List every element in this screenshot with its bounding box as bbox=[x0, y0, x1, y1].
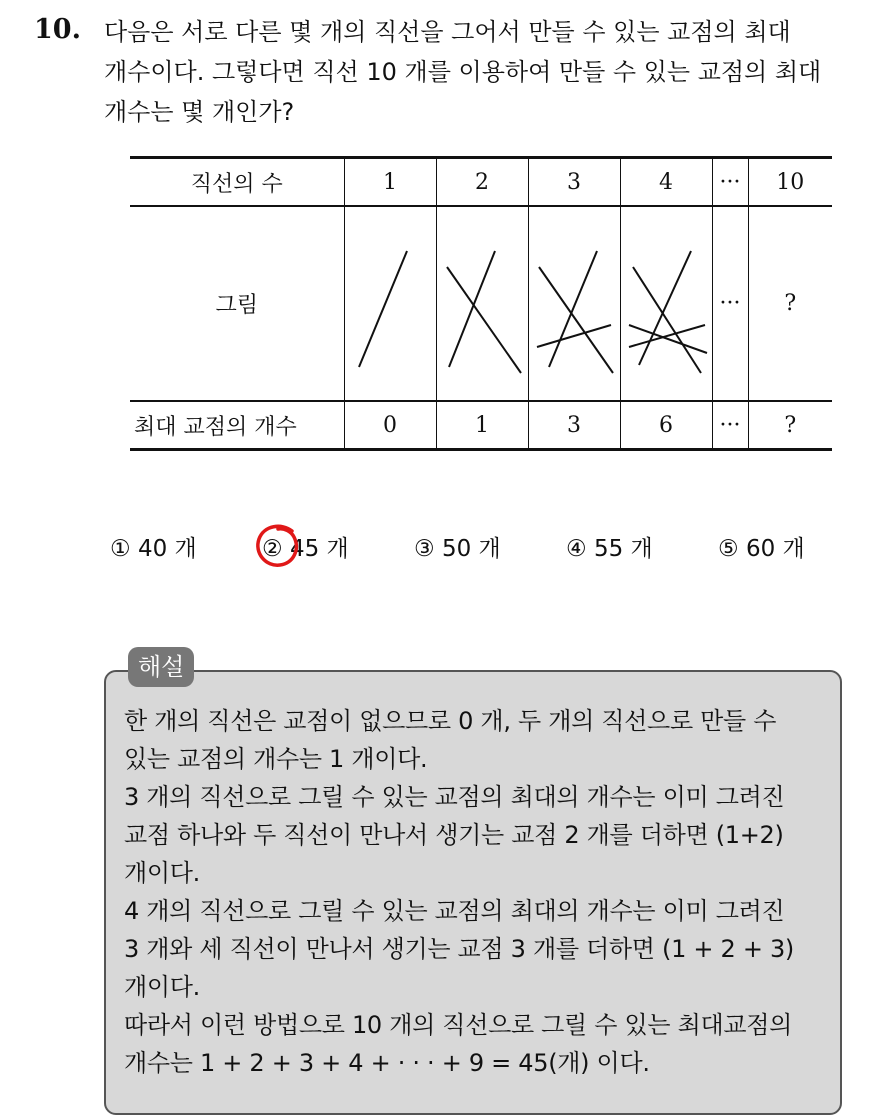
explanation-line: 3 개의 직선으로 그릴 수 있는 교점의 최대의 개수는 이미 그려진 bbox=[124, 783, 785, 811]
table-cell: 3 bbox=[528, 401, 620, 450]
question-line: 개수는 몇 개인가? bbox=[104, 98, 295, 126]
choice-marker: ① bbox=[110, 536, 131, 562]
header-max-intersections: 최대 교점의 개수 bbox=[130, 401, 344, 450]
figure-3-lines bbox=[528, 206, 620, 401]
answer-circle-mark bbox=[254, 521, 302, 571]
choice-value: 50 bbox=[441, 536, 472, 562]
choice-5[interactable] bbox=[718, 530, 805, 563]
choice-unit: 개 bbox=[630, 536, 653, 562]
question-line: 다음은 서로 다른 몇 개의 직선을 그어서 만들 수 있는 교점의 최대 bbox=[104, 18, 791, 46]
table-cell: ··· bbox=[712, 158, 748, 207]
question-line: 개수이다. 그렇다면 직선 10 개를 이용하여 만들 수 있는 교점의 최대 bbox=[104, 58, 822, 86]
choice-unit: 개 bbox=[326, 536, 349, 562]
table-cell: 1 bbox=[344, 158, 436, 207]
choice-4[interactable] bbox=[566, 530, 653, 563]
lines-table bbox=[130, 156, 832, 451]
figure-unknown: ? bbox=[748, 206, 832, 401]
choice-marker: ⑤ bbox=[718, 536, 739, 562]
question-number: 10. bbox=[34, 14, 81, 45]
table-cell: ··· bbox=[712, 401, 748, 450]
choice-marker: ③ bbox=[414, 536, 435, 562]
figure-1-line bbox=[344, 206, 436, 401]
table-cell: 6 bbox=[620, 401, 712, 450]
explanation-line: 교점 하나와 두 직선이 만나서 생기는 교점 2 개를 더하면 (1+2) bbox=[124, 821, 784, 849]
choice-value: 40 bbox=[137, 536, 168, 562]
answer-choices bbox=[0, 530, 884, 570]
explanation-line: 4 개의 직선으로 그릴 수 있는 교점의 최대의 개수는 이미 그려진 bbox=[124, 897, 785, 925]
choice-marker: ④ bbox=[566, 536, 587, 562]
explanation-tag: 해설 bbox=[128, 647, 194, 687]
choice-value: 55 bbox=[593, 536, 624, 562]
explanation-line: 있는 교점의 개수는 1 개이다. bbox=[124, 745, 428, 773]
choice-marker: ② bbox=[262, 536, 283, 562]
choice-unit: 개 bbox=[782, 536, 805, 562]
table-cell: 3 bbox=[528, 158, 620, 207]
question-text bbox=[104, 12, 874, 132]
choice-unit: 개 bbox=[174, 536, 197, 562]
explanation-line: 한 개의 직선은 교점이 없으므로 0 개, 두 개의 직선으로 만들 수 bbox=[124, 707, 777, 735]
table-cell: 10 bbox=[748, 158, 832, 207]
header-line-count: 직선의 수 bbox=[130, 158, 344, 207]
figure-ellipsis: ··· bbox=[712, 206, 748, 401]
table-cell: 1 bbox=[436, 401, 528, 450]
table-cell: ? bbox=[748, 401, 832, 450]
header-figure: 그림 bbox=[130, 206, 344, 401]
choice-3[interactable] bbox=[414, 530, 501, 563]
table-cell: 0 bbox=[344, 401, 436, 450]
explanation-text bbox=[124, 702, 834, 1082]
table-row bbox=[130, 158, 832, 207]
table-cell: 2 bbox=[436, 158, 528, 207]
choice-value: 60 bbox=[745, 536, 776, 562]
figure-2-lines bbox=[436, 206, 528, 401]
figure-4-lines bbox=[620, 206, 712, 401]
explanation-line: 3 개와 세 직선이 만나서 생기는 교점 3 개를 더하면 (1 + 2 + 3) bbox=[124, 935, 794, 963]
explanation-line: 개이다. bbox=[124, 973, 200, 1001]
choice-value: 45 bbox=[289, 536, 320, 562]
explanation-line: 개수는 1 + 2 + 3 + 4 + · · · + 9 = 45(개) 이다. bbox=[124, 1049, 650, 1077]
choice-1[interactable] bbox=[110, 530, 197, 563]
table-row bbox=[130, 401, 832, 450]
choice-unit: 개 bbox=[478, 536, 501, 562]
explanation-line: 따라서 이런 방법으로 10 개의 직선으로 그릴 수 있는 최대교점의 bbox=[124, 1011, 792, 1039]
explanation-line: 개이다. bbox=[124, 859, 200, 887]
table-cell: 4 bbox=[620, 158, 712, 207]
table-row bbox=[130, 206, 832, 401]
